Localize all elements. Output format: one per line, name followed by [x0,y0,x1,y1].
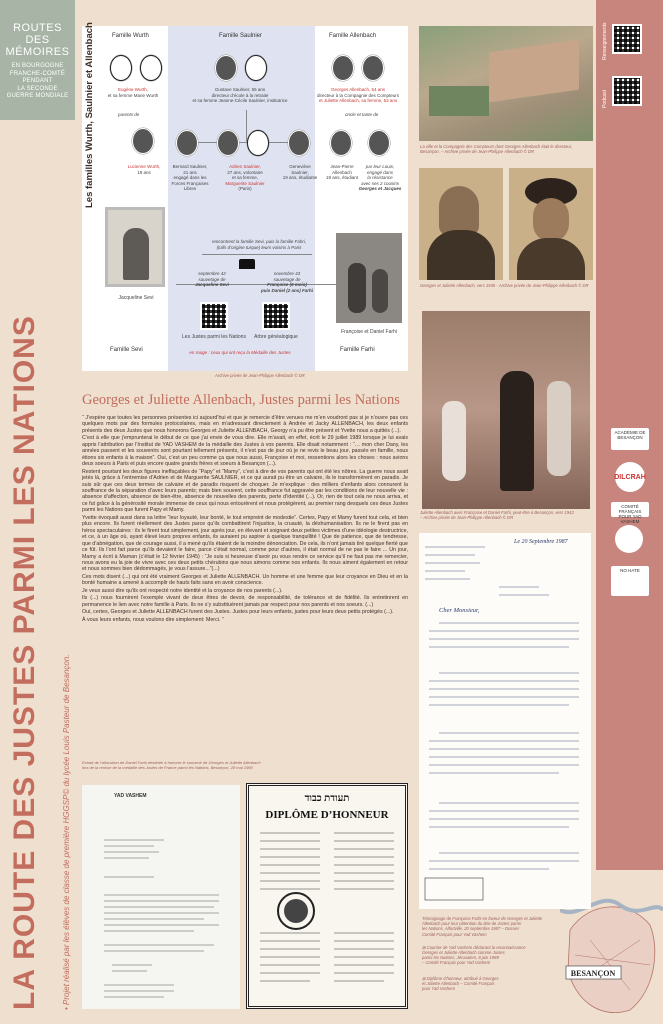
credit-line: Extrait de l’allocution de Daniel Farhi destinée à honorer le souvenir de Georges et Juliette Allenbach [82,760,261,765]
caption-line: Allenbach pour leur obtention du titre de Justes parmi [422,921,522,927]
caption-line: La ville et la Compagnie des Compteurs dont Georges Allenbach était le directeur, [420,144,573,149]
sauvetage-line: novembre 43 [273,271,301,276]
portrait-juliette [362,55,384,81]
speech-paragraph: Yvette évoquait aussi dans sa lettre “leur loyauté, leur bonté, le tout empreint de modestie”. Certes, Papy et Mamy furent tout cela, et bien plus encore. Ils furent réellement des Justes parce qu’ils combattirent l’injustice, la cruauté, la déshumanisation. Ils ne le firent pas en héros spectaculaires : ils le firent tout simplement, jour après jour, en élevant et soignant deux petites victimes d’une idéologie destructrice, et ce, à un âge où, ayant élevé leurs propres enfants, ils auraient pu aspirer à quelque tranquillité ! Que de patience, que de tendresse, que d’abnégation, que de courage aussi, il a mené qu’ils étaient de la moindre dénonciation. De cela, ils n’ont jamais tiré quelque fierté que ce fût. Ils l’ont fait parce qu’ils devaient le faire, parce c’était normal, comme pour d’autres, il était normal de ne pas le faire ... Un jour, Mamy a écrit à Maman (c’était le 12 février 1945) : “Je suis si heureuse d’avoir pu vous rendre ce service qu’il ne faut pas me remercier, nous avons eu la joie de vivre avec ces deux petits chérubins que nous aimons comme nos enfants. Ils nous aiment également en retour et nous sommes bien dédommagés, je vous l’assure...”(...) [82,514,408,573]
person-line: Allenbach [332,169,352,175]
street-caption [420,510,595,520]
caption-line: Besançon. – Archive privée de Jean-Philippe Allenbach © DR [420,149,535,155]
portrait-genevieve [288,130,310,156]
person-line: Georges et Jacques [358,186,402,191]
person-louis [358,164,402,192]
tree-connector [202,254,312,255]
person-line: Marguerite Saulnier [225,180,265,186]
qr-code-renseignements[interactable] [612,24,642,54]
logo-onacvg [615,525,643,553]
tree-connector [246,110,247,142]
family-heading: Famille Wurth [112,33,149,39]
person-line: avec ses 2 cousins [360,180,400,186]
photo-aerial-compagnie [419,26,593,141]
sauvetage-line: puis Daniel (2 ans) Farhi [260,287,313,293]
sauvetage-line: Françoise (6 mois) [267,282,307,287]
person-line: et sa femme, [231,175,258,180]
photo-label: Françoise et Daniel Farhi [341,329,397,335]
relation-label: parents de [118,112,140,117]
yad-vashem-header: YAD VASHEM [114,793,147,799]
speech-paragraph: Restent pourtant les deux figures ineffaçables de “Papy” et “Mamy”, c’est à dire de vos parents qui ont été les nôtres. La guerre nous avait jetés là, grâce à l’entremise d’Adrien et de Marguerite SAULNIER, et ce qui aurait pu être un calvaire, ils le transformèrent en paradis. Je suis sûr que ces deux termes de calvaire et de paradis risquent de choquer. Je m’explique : des milliers d’enfants alors connurent la souffrance de la séparation d’avec leurs parents; mais bien souvent, cette souffrance fut aggravée par les conditions de leur nouvelle vie : absence d’affection, absence de bien-être, absence de nouvelles des parents, perte d’identité (...). Or, rien de tout cela ne nous arriva, et ce fut grâce à la générosité morale immense de ceux qui nous entourèrent et nous protégèrent, au premier rang desquels ces deux Justes parmi les Nations que furent Papy et Mamy. [82,468,408,514]
speech-paragraph: C’est à elle que j’emprunterai le début de ce que j’ai envie de vous dire. Elle m’avait, en effet, écrit le 29 juillet 1989 lorsque je lui avais appris l’attribution par l’Institut de YAD VASHEM de la médaille des Justes à vos parents. Elle disait notamment : “… mon cher Dany, les années passent et les souvenirs sont pourtant tellement présents, il n’est pas de jour où je ne revis le beau jour, passés en famille, nous étions six enfants à la maison”. Oui, c’est un peu comme ça que nous aussi, Françoise et moi, ressentions alors les choses : nous avions deux soeurs à Paris et puis encore quatre grands frères et soeurs à Besançon (...). [82,435,408,468]
caption-line: Georges et Juliette Allenbach comme Justes [422,950,505,956]
person-line: Adrien Saulnier, [229,164,261,169]
caption-line: les Nations, Alfortville, 20 septembre 1987 – Dossier [422,926,520,932]
family-heading: Famille Farhi [340,347,375,353]
silhouette-icon [110,55,132,81]
portrait-lucienne [132,128,154,154]
caption-line: – Archive privée de Jean-Philippe Allenbach © DR [420,515,514,521]
credit-line: lors de la remise de la médaille des Justes de France parmi les Nations, Besançon, 28 mai 1990 [82,765,253,770]
sauvetage-line: sauvetage de [198,276,226,282]
qr-caption: Arbre généalogique [254,334,298,340]
series-box [0,0,75,120]
qr-code-podcast[interactable] [612,76,642,106]
qr-caption: Les Justes parmi les Nations [182,334,246,340]
person-line: Forces Françaises [171,180,209,186]
person-line: Lucienne Wurth, [127,164,161,169]
person-line: engagé dans [366,169,394,175]
portrait-juliette-allenbach [509,168,593,280]
series-sub-line: EN BOURGOGNE [11,63,64,69]
logo-no-hate: NO HATE [611,566,649,596]
speech-text [82,415,408,624]
person-gustave [190,87,290,104]
caption-line: – Comité Français pour Yad Vashem [422,960,491,966]
caption-line: Juliette Allenbach avec Françoise et Daniel Farhi, peut-être à Besançon, vers 1943 [420,510,574,515]
tree-credit: Archive privée de Jean-Philippe Allenbach © DR [215,373,305,378]
rencontre-line: (tuifs d’origine turque) leurs voisins à Paris [216,244,302,250]
person-line: 19 ans, étudiant [325,175,359,180]
person-eugene [103,87,163,98]
series-subtitle [0,63,75,101]
diplome-caption [422,976,557,992]
person-line: Geneviève [289,164,311,169]
silhouette-icon [140,55,162,81]
sauvetage-line: Jacqueline Sevi [195,282,229,287]
handwritten-letter [419,533,591,909]
caption-line: et Juliette Allenbach – Comité Français [422,980,495,986]
person-lucienne [125,164,163,175]
series-sub-line: PENDANT [22,78,53,84]
person-adrien [222,164,268,192]
bottom-captions [422,916,557,991]
person-line: Eugène Wurth, [118,87,148,92]
person-georges [310,87,406,104]
portrait-georges-allenbach [419,168,503,280]
person-line: Georges Allenbach, 54 ans [330,87,386,92]
portrait-gustave [215,55,237,81]
qr-label: Podcast [602,89,608,108]
sauvetage-line: septembre 42 [198,271,226,276]
series-title-line: ROUTES [13,22,62,34]
main-title-block [8,120,71,1010]
series-sub-line: GUERRE MONDIALE [6,93,69,99]
person-line: Gustave Saulnier, 65 ans [214,87,266,92]
diploma-hebrew-title: תעודת כבוד [304,793,350,804]
main-subtitle: • Projet réalisé par les élèves de classe de première HGGSP© du lycée Louis Pasteur de Besançon. [62,654,71,1010]
photo-juliette-children-street [422,311,590,509]
person-line: et sa femme Jeanne-Cécile Saulnier, institutrice [192,98,288,103]
section-title: Georges et Juliette Allenbach, Justes parmi les Nations [82,392,400,408]
logo-academie: ACADÉMIE DE BESANÇON [611,428,649,450]
person-line: Saulnier, [291,169,309,175]
person-line: Jean-Pierre [330,164,354,169]
letter-salutation: Cher Monsieur, [439,607,480,614]
person-line: et Juliette Allenbach, sa femme, 53 ans [318,98,398,103]
family-tree-title: Les familles Wurth, Saulnier et Allenbach [84,22,95,208]
caption-line: pour Yad Vashem [422,986,455,992]
person-line: engagé dans les [173,175,207,180]
legend-note: en rouge : ceux qui ont reçu la Médaille des Justes [189,350,291,355]
diploma-french-title: DIPLÔME D’HONNEUR [265,809,389,821]
person-line: 19 ans, étudiante [282,175,318,180]
main-title: LA ROUTE DES JUSTES PARMI LES NATIONS [8,315,41,1010]
person-line: Bernard Saulnier, [172,164,208,169]
train-icon [239,259,255,269]
person-line: par leur Louis, [365,164,395,169]
person-line: 19 ans [137,169,151,175]
speech-paragraph: À vous leurs enfants, nous voulons dire simplement: Merci. ” [82,616,224,623]
courrier-caption [422,945,557,966]
letter-date: Le 20 Septembre 1987 [514,539,568,545]
rencontre-line: rencontrent la famille Sevi, puis la famille Fahri, [211,239,307,244]
person-jeanpierre [323,164,361,181]
relation-label: oncle et tante de [345,112,379,117]
portrait-bernard [176,130,198,156]
series-sub-line: LA SECONDE [17,85,58,92]
caption-line: ⊞ Diplôme d’honneur, attribué à Georges [422,975,499,981]
person-line: 21 ans [183,169,197,175]
caption-line: Témoignage de Françoise Farhi en faveur de Georges et Juliette [422,916,543,921]
person-line: 27 ans, volontaire [227,169,263,175]
speech-paragraph: “ J’espère que toutes les personnes présentes ici aujourd’hui et que je remercie d’être venues me m’en voudront pas si je n’ouvre pas ces quelques mots par des formules protocolaires, mais en m’adressant directement à Andrée et Jacky ALLENBACH, les deux enfants présents des deux Justes que nous honorons Georges et Juliette ALLENBACH, Georgy n’a pu être présent et Yvette nous a quittés (...). [82,415,408,434]
qr-label: Renseignements [602,22,608,60]
person-line: directeur à la Compagnie des Compteurs [316,92,400,98]
diplome-honneur [246,783,408,1009]
person-line: directeur d’école à la retraite [211,92,269,98]
sauvetage-sept [187,271,237,288]
speech-credit [82,760,282,770]
photo-farhi-children [336,233,402,323]
sauvetage-line: sauvetage de [273,276,301,282]
portraits-caption: Georges et Juliette Allenbach, vers 1935 - Archive privée de Jean-Philippe Allenbach © DR [420,283,589,288]
caption-line: parmi les Nations, Jérusalem, 8 juin 1989 [422,955,499,961]
series-title-line: MÉMOIRES [5,46,70,58]
sauvetage-nov [257,271,317,293]
family-heading: Famille Allenbach [329,33,377,39]
portrait-jeanpierre [330,130,352,156]
series-title [0,22,75,58]
person-bernard [170,164,210,192]
photo-jacqueline-sevi [105,207,165,287]
aerial-caption [420,144,595,154]
logo-dilcrah: DILCRAH [615,462,645,492]
series-sub-line: FRANCHE-COMTÉ [9,70,66,77]
person-line: et sa femme Marie Wurth [107,92,159,98]
person-genevieve [281,164,319,181]
family-tree-saulnier-column [168,26,315,371]
person-line: (Paris) [238,186,252,191]
portrait-adrien [217,130,239,156]
series-title-line: DES [25,34,50,46]
silhouette-icon [245,55,267,81]
qr-code-justes[interactable] [200,302,228,330]
speech-paragraph: Ces mots disent (...) qui ont été vraiment Georges et Juliette ALLENBACH. Un homme et une femme que leur croyance en Dieu et en la bonté humaine a amené à accomplir de hauts faits sans en avoir conscience. [82,573,408,587]
yad-vashem-letter [82,785,240,1009]
handwriting-strokes [419,533,591,909]
portrait-georges [332,55,354,81]
silhouette-icon [247,130,269,156]
speech-paragraph: Ils (...) nous fournirent l’exemple vivant de deux êtres de devoir, de responsabilité, de tolérance et de fidélité. Ils entretinrent en permanence le lien avec notre famille à Paris. Ils ne s’y substituèrent jamais par respect pour nos parents et nos soeurs. (...) [82,595,408,608]
letter-caption [422,916,557,937]
qr-code-arbre[interactable] [262,302,290,330]
rencontre-text [195,239,323,250]
speech-paragraph: Je veux aussi dire qu’ils ont respecté notre identité et la croyance de nos parents (...). [82,587,283,594]
family-heading: Famille Sevi [110,347,143,353]
typed-lines [82,785,240,1009]
person-line: la résistance [367,175,393,180]
family-heading: Famille Saulnier [219,33,263,39]
portrait-louis [368,130,390,156]
map-label: BESANÇON [570,969,616,978]
caption-line: Comité Français pour Yad Vashem [422,931,487,937]
speech-paragraph: Oui, certes, Georges et Juliette ALLENBACH furent des Justes. Justes pour leurs enfants, justes pour leurs deux petits protégés (...). [82,609,394,616]
person-line: Libres [183,186,197,191]
photo-label: Jacqueline Sevi [118,295,154,301]
logo-yad-vashem-committee: COMITÉ FRANÇAIS POUR YAD VASHEM [611,502,649,517]
caption-line: ⊞ Courrier de Yad Vashem déclarant la reconnaissance [422,944,526,950]
